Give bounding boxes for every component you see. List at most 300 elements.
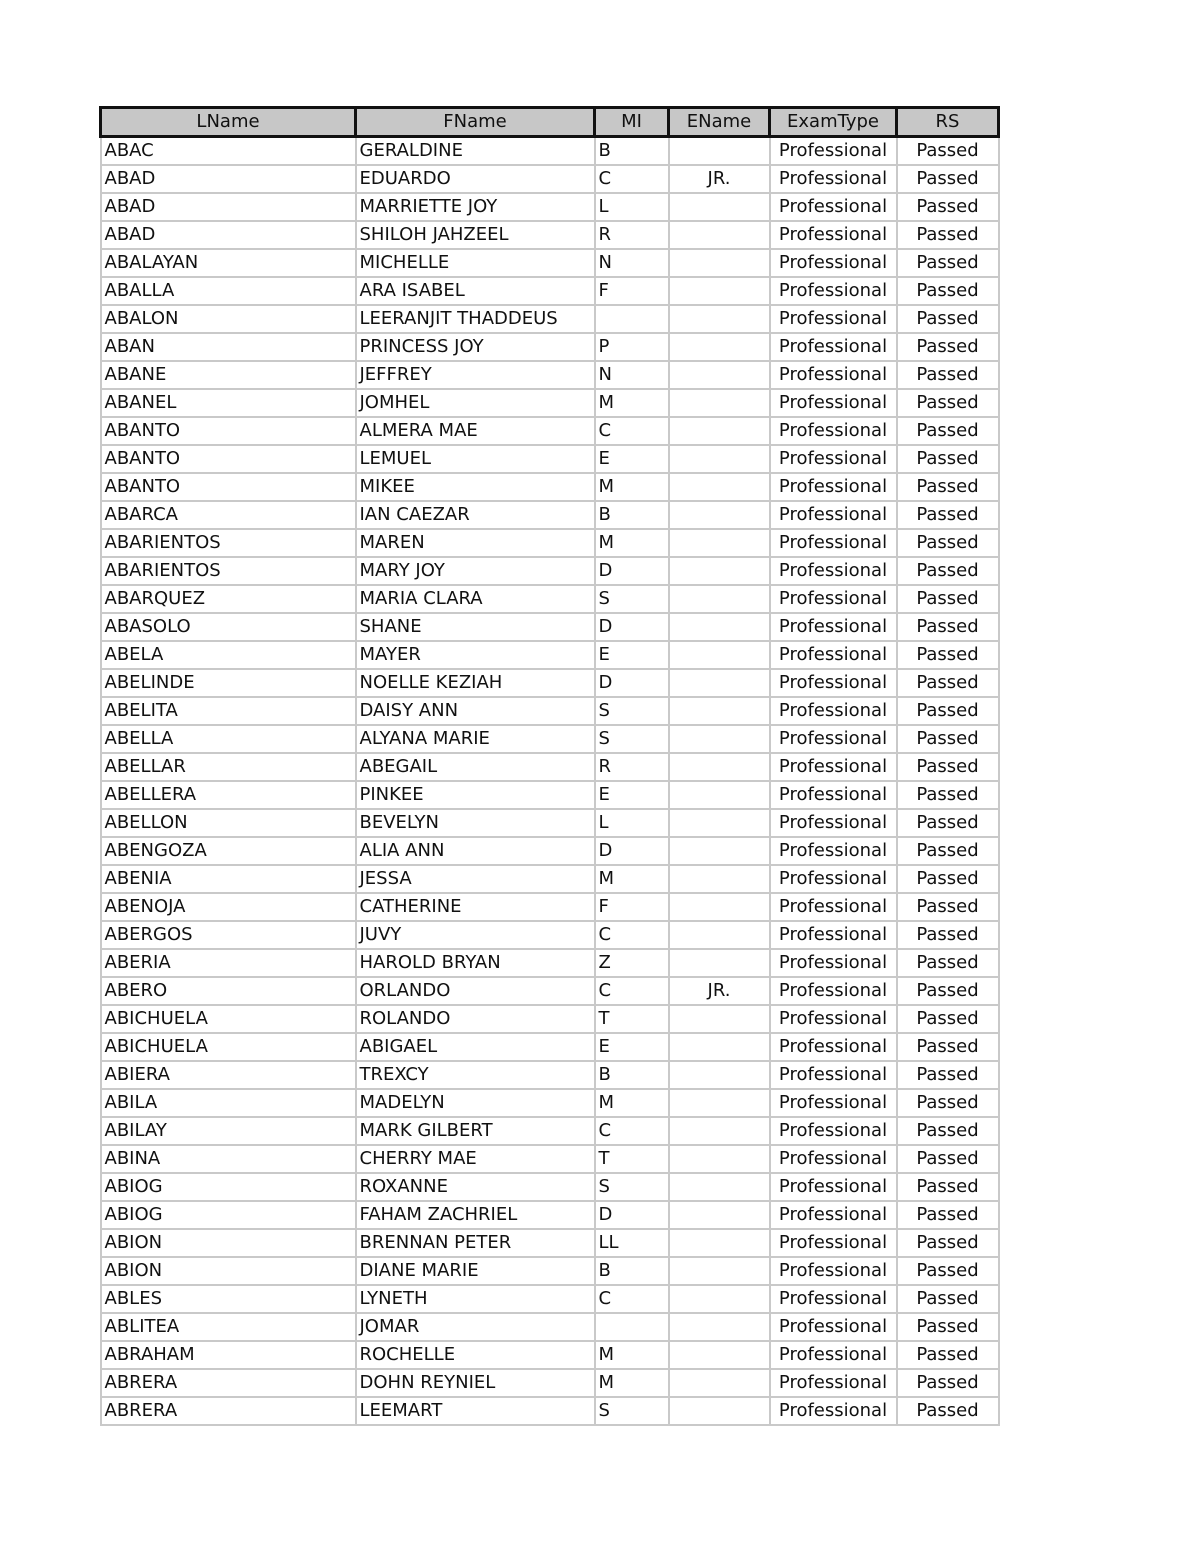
cell-ename [669, 137, 770, 166]
cell-mi: D [595, 1201, 669, 1229]
table-row [101, 361, 999, 389]
cell-ename [669, 305, 770, 333]
cell-lname: ABELLAR [101, 753, 356, 781]
cell-lname: ABALLA [101, 277, 356, 305]
cell-lname: ABION [101, 1229, 356, 1257]
cell-rs: Passed [897, 1229, 999, 1257]
cell-exam-type: Professional [770, 893, 897, 921]
cell-fname: LEERANJIT THADDEUS [356, 305, 595, 333]
cell-fname: JUVY [356, 921, 595, 949]
cell-rs: Passed [897, 137, 999, 166]
cell-rs: Passed [897, 193, 999, 221]
cell-mi: S [595, 1397, 669, 1425]
cell-mi: P [595, 333, 669, 361]
cell-lname: ABELLERA [101, 781, 356, 809]
cell-ename [669, 249, 770, 277]
cell-exam-type: Professional [770, 1005, 897, 1033]
cell-fname: MARY JOY [356, 557, 595, 585]
cell-rs: Passed [897, 865, 999, 893]
cell-rs: Passed [897, 725, 999, 753]
cell-rs: Passed [897, 165, 999, 193]
table-row [101, 1201, 999, 1229]
cell-exam-type: Professional [770, 1173, 897, 1201]
table-row [101, 1061, 999, 1089]
cell-rs: Passed [897, 585, 999, 613]
table-row [101, 1369, 999, 1397]
table-row [101, 781, 999, 809]
cell-rs: Passed [897, 1285, 999, 1313]
cell-rs: Passed [897, 473, 999, 501]
cell-exam-type: Professional [770, 1201, 897, 1229]
cell-rs: Passed [897, 1313, 999, 1341]
cell-lname: ABION [101, 1257, 356, 1285]
cell-rs: Passed [897, 333, 999, 361]
cell-rs: Passed [897, 389, 999, 417]
cell-fname: JEFFREY [356, 361, 595, 389]
table-row [101, 1145, 999, 1173]
cell-fname: HAROLD BRYAN [356, 949, 595, 977]
cell-mi: T [595, 1005, 669, 1033]
cell-mi: S [595, 725, 669, 753]
cell-lname: ABENOJA [101, 893, 356, 921]
table-row [101, 193, 999, 221]
cell-exam-type: Professional [770, 1369, 897, 1397]
cell-fname: CHERRY MAE [356, 1145, 595, 1173]
cell-ename [669, 501, 770, 529]
cell-mi: M [595, 1341, 669, 1369]
cell-mi: M [595, 865, 669, 893]
cell-ename [669, 669, 770, 697]
table-row [101, 1341, 999, 1369]
cell-exam-type: Professional [770, 977, 897, 1005]
cell-ename [669, 893, 770, 921]
cell-rs: Passed [897, 445, 999, 473]
table-row [101, 1397, 999, 1425]
table-row [101, 445, 999, 473]
cell-rs: Passed [897, 641, 999, 669]
cell-fname: MICHELLE [356, 249, 595, 277]
table-row [101, 669, 999, 697]
cell-exam-type: Professional [770, 585, 897, 613]
table-row [101, 305, 999, 333]
cell-fname: MARRIETTE JOY [356, 193, 595, 221]
cell-mi: C [595, 165, 669, 193]
table-row [101, 613, 999, 641]
cell-rs: Passed [897, 557, 999, 585]
cell-ename [669, 1061, 770, 1089]
cell-rs: Passed [897, 949, 999, 977]
table-body [101, 137, 999, 1426]
cell-lname: ABASOLO [101, 613, 356, 641]
cell-ename [669, 193, 770, 221]
cell-mi: E [595, 445, 669, 473]
cell-mi: N [595, 361, 669, 389]
cell-exam-type: Professional [770, 1117, 897, 1145]
cell-rs: Passed [897, 277, 999, 305]
cell-mi: C [595, 1117, 669, 1145]
cell-fname: ABIGAEL [356, 1033, 595, 1061]
results-table [99, 106, 1000, 1426]
table-row [101, 1089, 999, 1117]
cell-exam-type: Professional [770, 921, 897, 949]
cell-ename [669, 1369, 770, 1397]
cell-exam-type: Professional [770, 1229, 897, 1257]
cell-lname: ABRAHAM [101, 1341, 356, 1369]
cell-ename [669, 641, 770, 669]
cell-lname: ABRERA [101, 1369, 356, 1397]
cell-fname: LEEMART [356, 1397, 595, 1425]
column-header-rs: RS [897, 108, 999, 137]
cell-mi: R [595, 753, 669, 781]
cell-mi: D [595, 557, 669, 585]
cell-rs: Passed [897, 1173, 999, 1201]
cell-mi: F [595, 277, 669, 305]
cell-fname: ALYANA MARIE [356, 725, 595, 753]
cell-ename [669, 1229, 770, 1257]
cell-lname: ABAD [101, 165, 356, 193]
cell-fname: LYNETH [356, 1285, 595, 1313]
cell-ename [669, 837, 770, 865]
cell-fname: MIKEE [356, 473, 595, 501]
cell-fname: MAREN [356, 529, 595, 557]
cell-exam-type: Professional [770, 1285, 897, 1313]
cell-ename: JR. [669, 977, 770, 1005]
cell-exam-type: Professional [770, 249, 897, 277]
cell-exam-type: Professional [770, 165, 897, 193]
cell-exam-type: Professional [770, 753, 897, 781]
cell-mi: M [595, 1089, 669, 1117]
cell-lname: ABALON [101, 305, 356, 333]
cell-fname: MARIA CLARA [356, 585, 595, 613]
cell-ename [669, 781, 770, 809]
cell-mi: F [595, 893, 669, 921]
cell-lname: ABERGOS [101, 921, 356, 949]
cell-exam-type: Professional [770, 697, 897, 725]
cell-lname: ABICHUELA [101, 1005, 356, 1033]
cell-lname: ABIOG [101, 1201, 356, 1229]
table-row [101, 921, 999, 949]
cell-ename [669, 277, 770, 305]
cell-lname: ABANE [101, 361, 356, 389]
cell-rs: Passed [897, 837, 999, 865]
cell-fname: MADELYN [356, 1089, 595, 1117]
cell-lname: ABELLON [101, 809, 356, 837]
cell-exam-type: Professional [770, 305, 897, 333]
cell-mi: B [595, 1257, 669, 1285]
cell-lname: ABARIENTOS [101, 529, 356, 557]
cell-lname: ABANEL [101, 389, 356, 417]
cell-fname: SHILOH JAHZEEL [356, 221, 595, 249]
cell-rs: Passed [897, 1257, 999, 1285]
cell-exam-type: Professional [770, 641, 897, 669]
table-row [101, 417, 999, 445]
cell-fname: ABEGAIL [356, 753, 595, 781]
cell-rs: Passed [897, 921, 999, 949]
cell-exam-type: Professional [770, 781, 897, 809]
cell-exam-type: Professional [770, 501, 897, 529]
cell-mi: N [595, 249, 669, 277]
cell-lname: ABARQUEZ [101, 585, 356, 613]
cell-lname: ABARIENTOS [101, 557, 356, 585]
cell-fname: DOHN REYNIEL [356, 1369, 595, 1397]
cell-exam-type: Professional [770, 613, 897, 641]
cell-rs: Passed [897, 305, 999, 333]
table-row [101, 977, 999, 1005]
cell-exam-type: Professional [770, 529, 897, 557]
column-header-exam-type: ExamType [770, 108, 897, 137]
cell-lname: ABINA [101, 1145, 356, 1173]
cell-ename [669, 417, 770, 445]
cell-lname: ABAN [101, 333, 356, 361]
cell-rs: Passed [897, 893, 999, 921]
cell-rs: Passed [897, 417, 999, 445]
cell-mi: E [595, 781, 669, 809]
cell-exam-type: Professional [770, 1313, 897, 1341]
cell-mi: B [595, 501, 669, 529]
cell-exam-type: Professional [770, 1061, 897, 1089]
cell-mi: S [595, 1173, 669, 1201]
cell-rs: Passed [897, 753, 999, 781]
cell-rs: Passed [897, 1061, 999, 1089]
cell-ename [669, 445, 770, 473]
cell-ename [669, 1341, 770, 1369]
cell-exam-type: Professional [770, 137, 897, 166]
cell-ename [669, 1089, 770, 1117]
cell-fname: ARA ISABEL [356, 277, 595, 305]
cell-rs: Passed [897, 697, 999, 725]
cell-lname: ABERO [101, 977, 356, 1005]
cell-rs: Passed [897, 361, 999, 389]
cell-fname: ALIA ANN [356, 837, 595, 865]
cell-mi: M [595, 389, 669, 417]
table-row [101, 389, 999, 417]
cell-lname: ABELA [101, 641, 356, 669]
cell-exam-type: Professional [770, 669, 897, 697]
cell-lname: ABANTO [101, 417, 356, 445]
cell-lname: ABILAY [101, 1117, 356, 1145]
cell-lname: ABILA [101, 1089, 356, 1117]
cell-lname: ABAD [101, 193, 356, 221]
cell-ename [669, 361, 770, 389]
cell-mi: M [595, 473, 669, 501]
cell-mi: L [595, 809, 669, 837]
cell-fname: JOMHEL [356, 389, 595, 417]
cell-lname: ABENGOZA [101, 837, 356, 865]
table-row [101, 1117, 999, 1145]
table-row [101, 473, 999, 501]
cell-fname: ROCHELLE [356, 1341, 595, 1369]
table-row [101, 1313, 999, 1341]
cell-exam-type: Professional [770, 193, 897, 221]
table-row [101, 333, 999, 361]
table-row [101, 501, 999, 529]
cell-exam-type: Professional [770, 837, 897, 865]
cell-fname: BEVELYN [356, 809, 595, 837]
cell-rs: Passed [897, 1341, 999, 1369]
cell-mi: C [595, 977, 669, 1005]
table-row [101, 249, 999, 277]
cell-mi: S [595, 697, 669, 725]
cell-mi: Z [595, 949, 669, 977]
cell-fname: NOELLE KEZIAH [356, 669, 595, 697]
cell-lname: ABAC [101, 137, 356, 166]
table-row [101, 1173, 999, 1201]
cell-lname: ABELITA [101, 697, 356, 725]
cell-fname: DIANE MARIE [356, 1257, 595, 1285]
cell-exam-type: Professional [770, 1089, 897, 1117]
cell-lname: ABELINDE [101, 669, 356, 697]
cell-lname: ABLES [101, 1285, 356, 1313]
table-row [101, 137, 999, 166]
cell-fname: ORLANDO [356, 977, 595, 1005]
cell-exam-type: Professional [770, 1397, 897, 1425]
cell-exam-type: Professional [770, 1033, 897, 1061]
table-row [101, 221, 999, 249]
cell-mi [595, 305, 669, 333]
table-row [101, 1229, 999, 1257]
cell-ename [669, 725, 770, 753]
cell-lname: ABANTO [101, 473, 356, 501]
cell-exam-type: Professional [770, 445, 897, 473]
cell-mi: S [595, 585, 669, 613]
cell-mi: C [595, 921, 669, 949]
cell-mi: C [595, 417, 669, 445]
cell-fname: MAYER [356, 641, 595, 669]
cell-lname: ABRERA [101, 1397, 356, 1425]
cell-rs: Passed [897, 529, 999, 557]
table-row [101, 837, 999, 865]
cell-ename [669, 221, 770, 249]
cell-ename: JR. [669, 165, 770, 193]
cell-rs: Passed [897, 781, 999, 809]
cell-ename [669, 1313, 770, 1341]
cell-exam-type: Professional [770, 1145, 897, 1173]
cell-fname: ROXANNE [356, 1173, 595, 1201]
header-row [101, 108, 999, 137]
cell-mi: D [595, 837, 669, 865]
cell-exam-type: Professional [770, 809, 897, 837]
cell-lname: ABIERA [101, 1061, 356, 1089]
cell-ename [669, 585, 770, 613]
cell-mi: M [595, 1369, 669, 1397]
table-header [101, 108, 999, 137]
cell-exam-type: Professional [770, 361, 897, 389]
cell-ename [669, 1145, 770, 1173]
cell-fname: ALMERA MAE [356, 417, 595, 445]
cell-mi: M [595, 529, 669, 557]
cell-exam-type: Professional [770, 1341, 897, 1369]
cell-rs: Passed [897, 1005, 999, 1033]
table-row [101, 557, 999, 585]
cell-exam-type: Professional [770, 389, 897, 417]
cell-lname: ABERIA [101, 949, 356, 977]
cell-lname: ABICHUELA [101, 1033, 356, 1061]
cell-fname: ROLANDO [356, 1005, 595, 1033]
cell-ename [669, 1285, 770, 1313]
cell-ename [669, 1201, 770, 1229]
cell-fname: DAISY ANN [356, 697, 595, 725]
table-row [101, 697, 999, 725]
cell-rs: Passed [897, 1397, 999, 1425]
cell-ename [669, 333, 770, 361]
cell-fname: CATHERINE [356, 893, 595, 921]
cell-lname: ABIOG [101, 1173, 356, 1201]
cell-mi: L [595, 193, 669, 221]
cell-lname: ABARCA [101, 501, 356, 529]
cell-exam-type: Professional [770, 417, 897, 445]
cell-rs: Passed [897, 221, 999, 249]
cell-exam-type: Professional [770, 865, 897, 893]
cell-exam-type: Professional [770, 1257, 897, 1285]
table-row [101, 1033, 999, 1061]
cell-fname: GERALDINE [356, 137, 595, 166]
table-row [101, 1005, 999, 1033]
cell-fname: MARK GILBERT [356, 1117, 595, 1145]
cell-lname: ABLITEA [101, 1313, 356, 1341]
cell-ename [669, 865, 770, 893]
cell-ename [669, 753, 770, 781]
cell-rs: Passed [897, 977, 999, 1005]
cell-ename [669, 557, 770, 585]
cell-mi: E [595, 1033, 669, 1061]
cell-ename [669, 1005, 770, 1033]
table-row [101, 865, 999, 893]
table-row [101, 809, 999, 837]
cell-rs: Passed [897, 1369, 999, 1397]
table-row [101, 529, 999, 557]
cell-exam-type: Professional [770, 473, 897, 501]
cell-ename [669, 921, 770, 949]
cell-ename [669, 809, 770, 837]
cell-rs: Passed [897, 669, 999, 697]
cell-ename [669, 389, 770, 417]
cell-mi [595, 1313, 669, 1341]
cell-mi: B [595, 137, 669, 166]
cell-ename [669, 1117, 770, 1145]
table-row [101, 725, 999, 753]
cell-rs: Passed [897, 501, 999, 529]
cell-mi: D [595, 669, 669, 697]
cell-fname: BRENNAN PETER [356, 1229, 595, 1257]
cell-rs: Passed [897, 1145, 999, 1173]
cell-rs: Passed [897, 1089, 999, 1117]
cell-ename [669, 1257, 770, 1285]
table-row [101, 893, 999, 921]
table-row [101, 277, 999, 305]
cell-lname: ABENIA [101, 865, 356, 893]
cell-fname: LEMUEL [356, 445, 595, 473]
column-header-mi: MI [595, 108, 669, 137]
cell-ename [669, 473, 770, 501]
cell-ename [669, 1397, 770, 1425]
cell-mi: T [595, 1145, 669, 1173]
cell-fname: TREXCY [356, 1061, 595, 1089]
table-row [101, 641, 999, 669]
cell-ename [669, 1173, 770, 1201]
cell-rs: Passed [897, 613, 999, 641]
cell-mi: E [595, 641, 669, 669]
cell-fname: EDUARDO [356, 165, 595, 193]
column-header-fname: FName [356, 108, 595, 137]
cell-mi: R [595, 221, 669, 249]
cell-rs: Passed [897, 809, 999, 837]
cell-fname: SHANE [356, 613, 595, 641]
cell-fname: IAN CAEZAR [356, 501, 595, 529]
table-row [101, 165, 999, 193]
cell-rs: Passed [897, 249, 999, 277]
cell-mi: B [595, 1061, 669, 1089]
cell-fname: JOMAR [356, 1313, 595, 1341]
